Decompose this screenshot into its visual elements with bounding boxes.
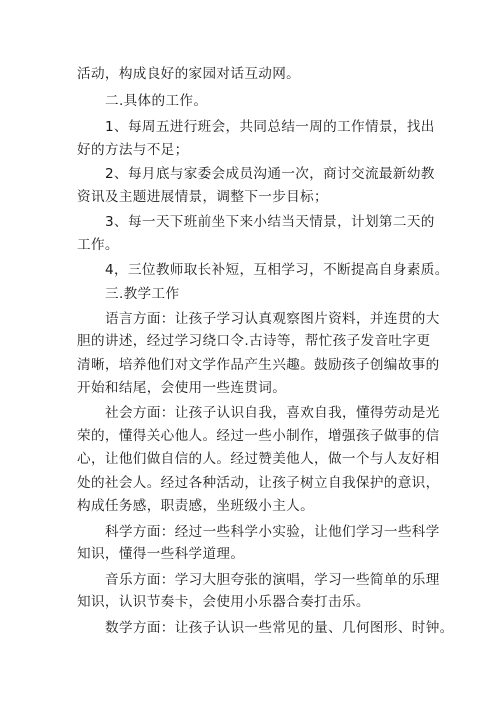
list-item-line: 2、每月底与家委会成员沟通一次，商讨交流最新幼教 [105,166,435,182]
body-line: 荣的，懂得关心他人。经过一些小制作，增强孩子做事的信 [77,428,440,444]
section-heading: 三.教学工作 [105,286,180,302]
list-item-line: 1、每周五进行班会，共同总结一周的工作情景，找出 [105,119,435,135]
list-item-line: 工作。 [77,237,119,253]
body-line: 知识，认识节奏卡，会使用小乐器合奏打击乐。 [77,594,370,610]
body-line: 活动，构成良好的家园对话互动网。 [77,66,301,82]
list-item-line: 资讯及主题进展情景，调整下一步目标； [77,189,328,205]
body-line: 处的社会人。经过各种活动，让孩子树立自我保护的意识， [77,475,440,491]
list-item-line: 好的方法与不足； [77,142,189,158]
body-line: 知识，懂得一些科学道理。 [77,546,245,562]
list-item-line: 3、每一天下班前坐下来小结当天情景，计划第二天的 [105,214,435,230]
body-line: 语言方面：让孩子学习认真观察图片资料，并连贯的大 [105,311,440,327]
body-line: 胆的讲述，经过学习绕口令.古诗等，帮忙孩子发音吐字更 [77,333,431,349]
list-item-line: 4，三位教师取长补短，互相学习，不断提高自身素质。 [105,262,449,278]
body-line: 心，让他们做自信的人。经过赞美他人，做一个与人友好相 [77,451,440,467]
section-heading: 二.具体的工作。 [105,93,208,109]
body-line: 科学方面：经过一些科学小实验，让他们学习一些科学 [105,524,440,540]
body-line: 构成任务感，职责感，坐班级小主人。 [77,498,315,514]
body-line: 清晰，培养他们对文学作品产生兴趣。鼓励孩子创编故事的 [77,357,440,373]
body-line: 社会方面：让孩子认识自我，喜欢自我，懂得劳动是光 [105,405,440,421]
body-line: 音乐方面：学习大胆夸张的演唱，学习一些简单的乐理 [105,572,440,588]
body-line: 数学方面：让孩子认识一些常见的量、几何图形、时钟。 [105,620,454,636]
body-line: 开始和结尾，会使用一些连贯词。 [77,380,287,396]
